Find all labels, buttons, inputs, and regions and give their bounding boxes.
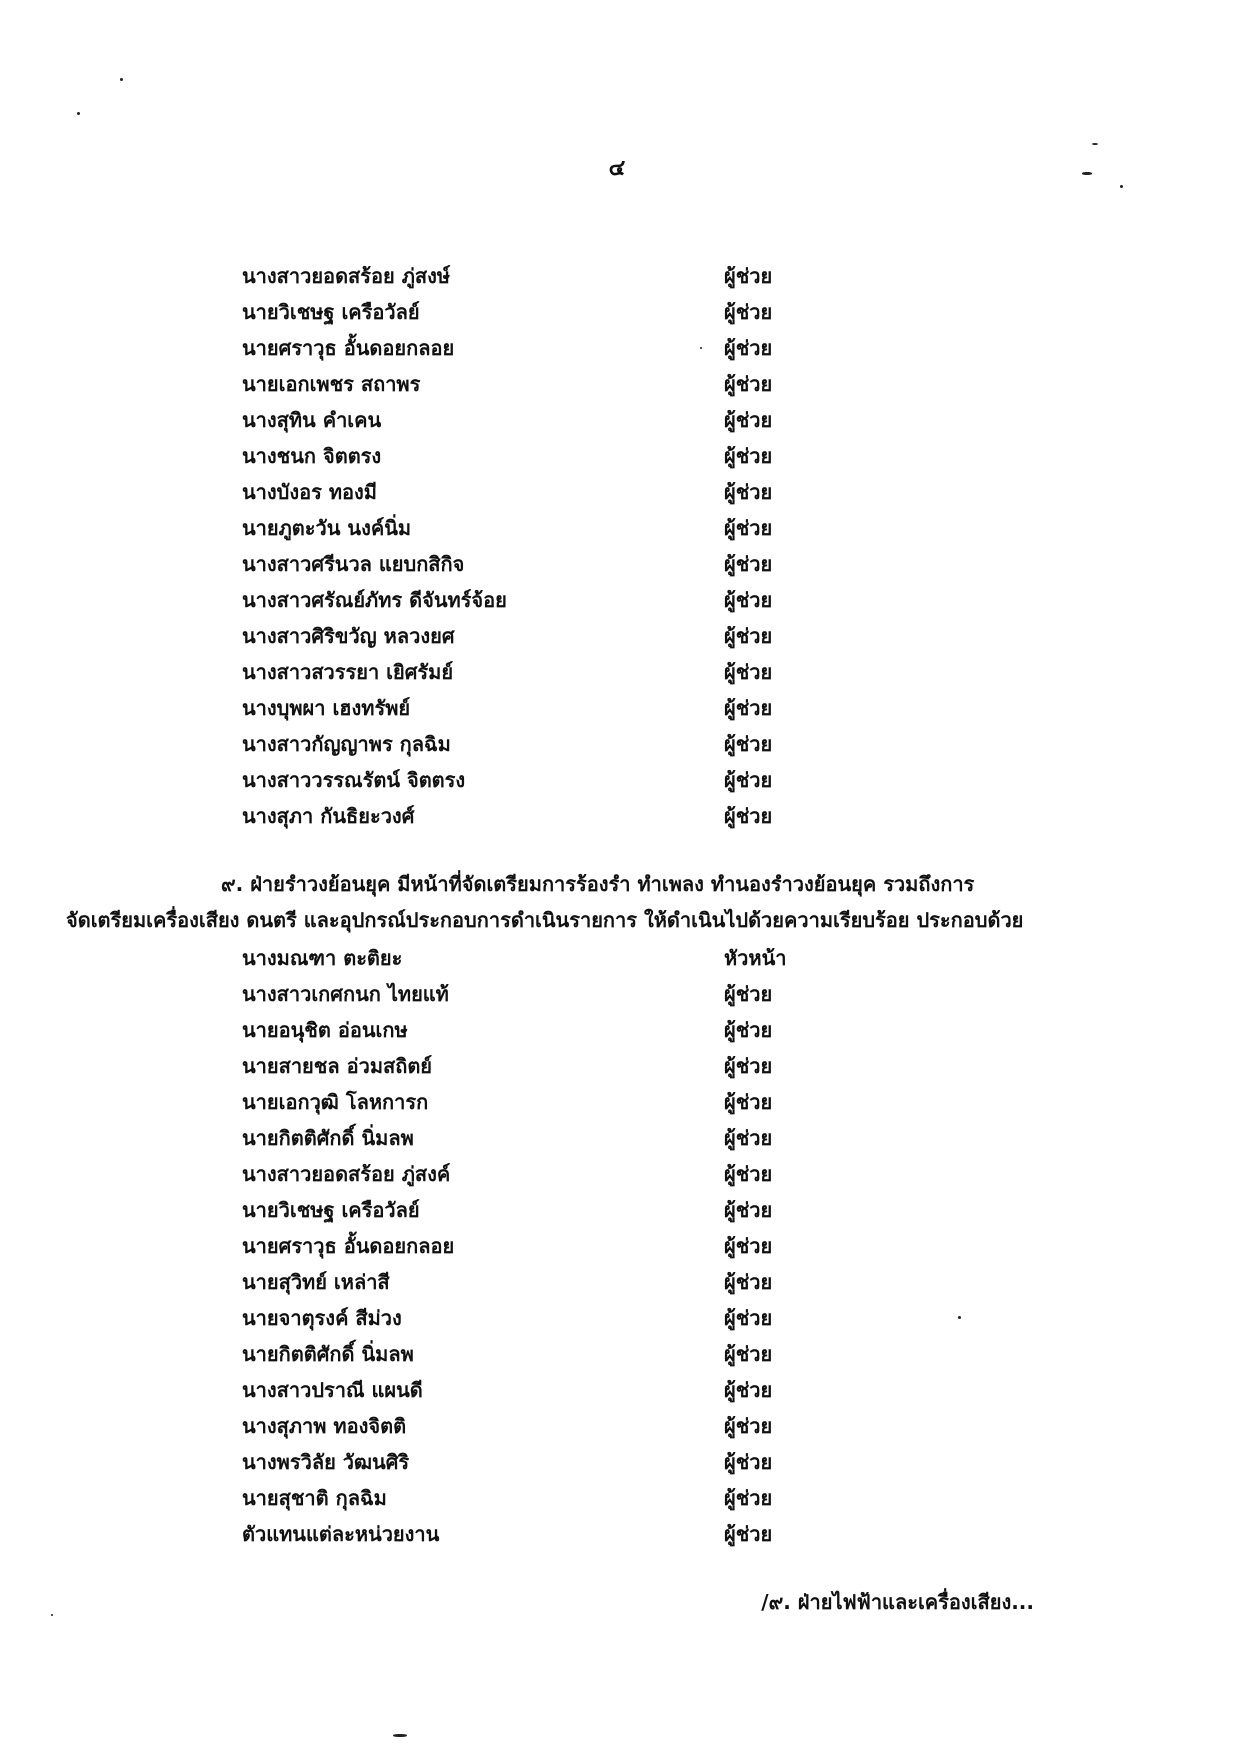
person-name: นายสุชาติ กุลฉิม xyxy=(242,1486,387,1510)
scan-speck xyxy=(393,1734,407,1737)
person-name: นางสาวศรัณย์ภัทร ดีจันทร์จ้อย xyxy=(242,588,507,612)
staff-row xyxy=(242,1120,802,1156)
person-role: ผู้ช่วย xyxy=(724,660,773,684)
person-name: นางสาวยอดสร้อย ภู่สงษ์ xyxy=(242,264,451,288)
person-name: นางบังอร ทองมี xyxy=(242,480,377,504)
person-name: นายสุวิทย์ เหล่าสี xyxy=(242,1270,390,1294)
person-role: ผู้ช่วย xyxy=(724,1378,773,1402)
person-role: ผู้ช่วย xyxy=(724,480,773,504)
person-role: ผู้ช่วย xyxy=(724,1162,773,1186)
section-9-description-line: จัดเตรียมเครื่องเสียง ดนตรี และอุปกรณ์ประกอบการดำเนินรายการ ให้ดำเนินไปด้วยความเรียบร้อย ประกอบด้วย xyxy=(66,908,1024,932)
scan-speck xyxy=(51,1614,53,1616)
staff-row xyxy=(242,1192,802,1228)
scan-speck xyxy=(77,112,80,115)
staff-row xyxy=(242,294,802,330)
person-name: นายอนุชิต อ่อนเกษ xyxy=(242,1018,408,1042)
person-role: ผู้ช่วย xyxy=(724,516,773,540)
person-role: ผู้ช่วย xyxy=(724,408,773,432)
staff-row xyxy=(242,366,802,402)
staff-row xyxy=(242,330,802,366)
scan-speck xyxy=(1082,172,1092,175)
person-role: ผู้ช่วย xyxy=(724,336,773,360)
person-role: ผู้ช่วย xyxy=(724,1522,773,1546)
staff-row xyxy=(242,798,802,834)
section-9-staff-list xyxy=(242,940,802,1552)
person-role: ผู้ช่วย xyxy=(724,1054,773,1078)
person-name: นายภูตะวัน นงค์นิ่ม xyxy=(242,516,412,540)
staff-row xyxy=(242,1408,802,1444)
staff-row xyxy=(242,690,802,726)
scan-speck xyxy=(700,347,702,349)
staff-row xyxy=(242,546,802,582)
staff-row xyxy=(242,1516,802,1552)
staff-list-continued xyxy=(242,258,802,834)
staff-row xyxy=(242,510,802,546)
staff-row xyxy=(242,762,802,798)
person-name: นางสาวเกศกนก ไทยแท้ xyxy=(242,982,449,1006)
person-role: ผู้ช่วย xyxy=(724,1450,773,1474)
next-page-continuation: /๙. ฝ่ายไฟฟ้าและเครื่องเสียง... xyxy=(761,1590,1034,1614)
person-name: นางสาวยอดสร้อย ภู่สงค์ xyxy=(242,1162,451,1186)
staff-row xyxy=(242,1048,802,1084)
person-role: ผู้ช่วย xyxy=(724,1090,773,1114)
scan-speck xyxy=(958,1316,961,1319)
person-name: นางสาวสวรรยา เยิศรัมย์ xyxy=(242,660,454,684)
person-role: หัวหน้า xyxy=(724,946,787,970)
person-name: นางสาวปราณี แผนดี xyxy=(242,1378,423,1402)
person-role: ผู้ช่วย xyxy=(724,804,773,828)
person-role: ผู้ช่วย xyxy=(724,768,773,792)
person-role: ผู้ช่วย xyxy=(724,444,773,468)
scan-speck xyxy=(1120,185,1123,188)
person-name: นายวิเชษฐ เครือวัลย์ xyxy=(242,300,420,324)
section-9-paragraph xyxy=(66,866,1066,938)
staff-row xyxy=(242,582,802,618)
person-role: ผู้ช่วย xyxy=(724,624,773,648)
staff-row xyxy=(242,1444,802,1480)
person-name: นางสาวศรีนวล แยบกสิกิจ xyxy=(242,552,465,576)
person-name: นายเอกเพชร สถาพร xyxy=(242,372,421,396)
person-role: ผู้ช่วย xyxy=(724,372,773,396)
scan-speck xyxy=(1092,143,1098,145)
staff-row xyxy=(242,474,802,510)
staff-row xyxy=(242,258,802,294)
person-role: ผู้ช่วย xyxy=(724,1126,773,1150)
person-role: ผู้ช่วย xyxy=(724,1306,773,1330)
person-name: นายจาตุรงค์ สีม่วง xyxy=(242,1306,402,1330)
person-role: ผู้ช่วย xyxy=(724,1234,773,1258)
person-name: นางสุภาพ ทองจิตติ xyxy=(242,1414,407,1438)
person-name: นางสาวศิริขวัญ หลวงยศ xyxy=(242,624,455,648)
staff-row xyxy=(242,402,802,438)
page-number: ๔ xyxy=(608,156,626,181)
person-name: นางบุพผา เฮงทรัพย์ xyxy=(242,696,411,720)
person-role: ผู้ช่วย xyxy=(724,264,773,288)
staff-row xyxy=(242,1228,802,1264)
person-role: ผู้ช่วย xyxy=(724,1198,773,1222)
staff-row xyxy=(242,1300,802,1336)
person-role: ผู้ช่วย xyxy=(724,1018,773,1042)
person-role: ผู้ช่วย xyxy=(724,1486,773,1510)
person-role: ผู้ช่วย xyxy=(724,588,773,612)
person-name: นายกิตติศักดิ์ นิ่มลพ xyxy=(242,1126,414,1150)
person-role: ผู้ช่วย xyxy=(724,552,773,576)
person-role: ผู้ช่วย xyxy=(724,1414,773,1438)
person-name: นายกิตติศักดิ์ นิ่มลพ xyxy=(242,1342,414,1366)
person-name: ตัวแทนแต่ละหน่วยงาน xyxy=(242,1522,440,1546)
person-name: นางสาววรรณรัตน์ จิตตรง xyxy=(242,768,466,792)
scan-speck xyxy=(120,78,123,81)
staff-row xyxy=(242,940,802,976)
person-role: ผู้ช่วย xyxy=(724,300,773,324)
person-role: ผู้ช่วย xyxy=(724,696,773,720)
person-role: ผู้ช่วย xyxy=(724,732,773,756)
person-name: นายเอกวุฒิ โลหการก xyxy=(242,1090,429,1114)
staff-row xyxy=(242,618,802,654)
staff-row xyxy=(242,1480,802,1516)
staff-row xyxy=(242,1264,802,1300)
person-name: นายศราวุธ อั้นดอยกลอย xyxy=(242,1234,455,1258)
staff-row xyxy=(242,1156,802,1192)
person-name: นายสายชล อ่วมสถิตย์ xyxy=(242,1054,433,1078)
staff-row xyxy=(242,654,802,690)
staff-row xyxy=(242,976,802,1012)
staff-row xyxy=(242,1372,802,1408)
person-name: นายศราวุธ อั้นดอยกลอย xyxy=(242,336,455,360)
staff-row xyxy=(242,1336,802,1372)
person-role: ผู้ช่วย xyxy=(724,1342,773,1366)
staff-row xyxy=(242,1084,802,1120)
person-name: นางชนก จิตตรง xyxy=(242,444,382,468)
person-name: นางสุภา กันธิยะวงศ์ xyxy=(242,804,415,828)
staff-row xyxy=(242,1012,802,1048)
person-role: ผู้ช่วย xyxy=(724,982,773,1006)
person-name: นางมณฑา ตะติยะ xyxy=(242,946,403,970)
person-name: นายวิเชษฐ เครือวัลย์ xyxy=(242,1198,420,1222)
section-9-heading-line: ๙. ฝ่ายรำวงย้อนยุค มีหน้าที่จัดเตรียมการร้องรำ ทำเพลง ทำนองรำวงย้อนยุค รวมถึงการ xyxy=(221,872,975,896)
person-name: นางสุทิน คำเคน xyxy=(242,408,382,432)
staff-row xyxy=(242,438,802,474)
person-name: นางพรวิลัย วัฒนศิริ xyxy=(242,1450,410,1474)
person-role: ผู้ช่วย xyxy=(724,1270,773,1294)
staff-row xyxy=(242,726,802,762)
person-name: นางสาวกัญญาพร กุลฉิม xyxy=(242,732,451,756)
